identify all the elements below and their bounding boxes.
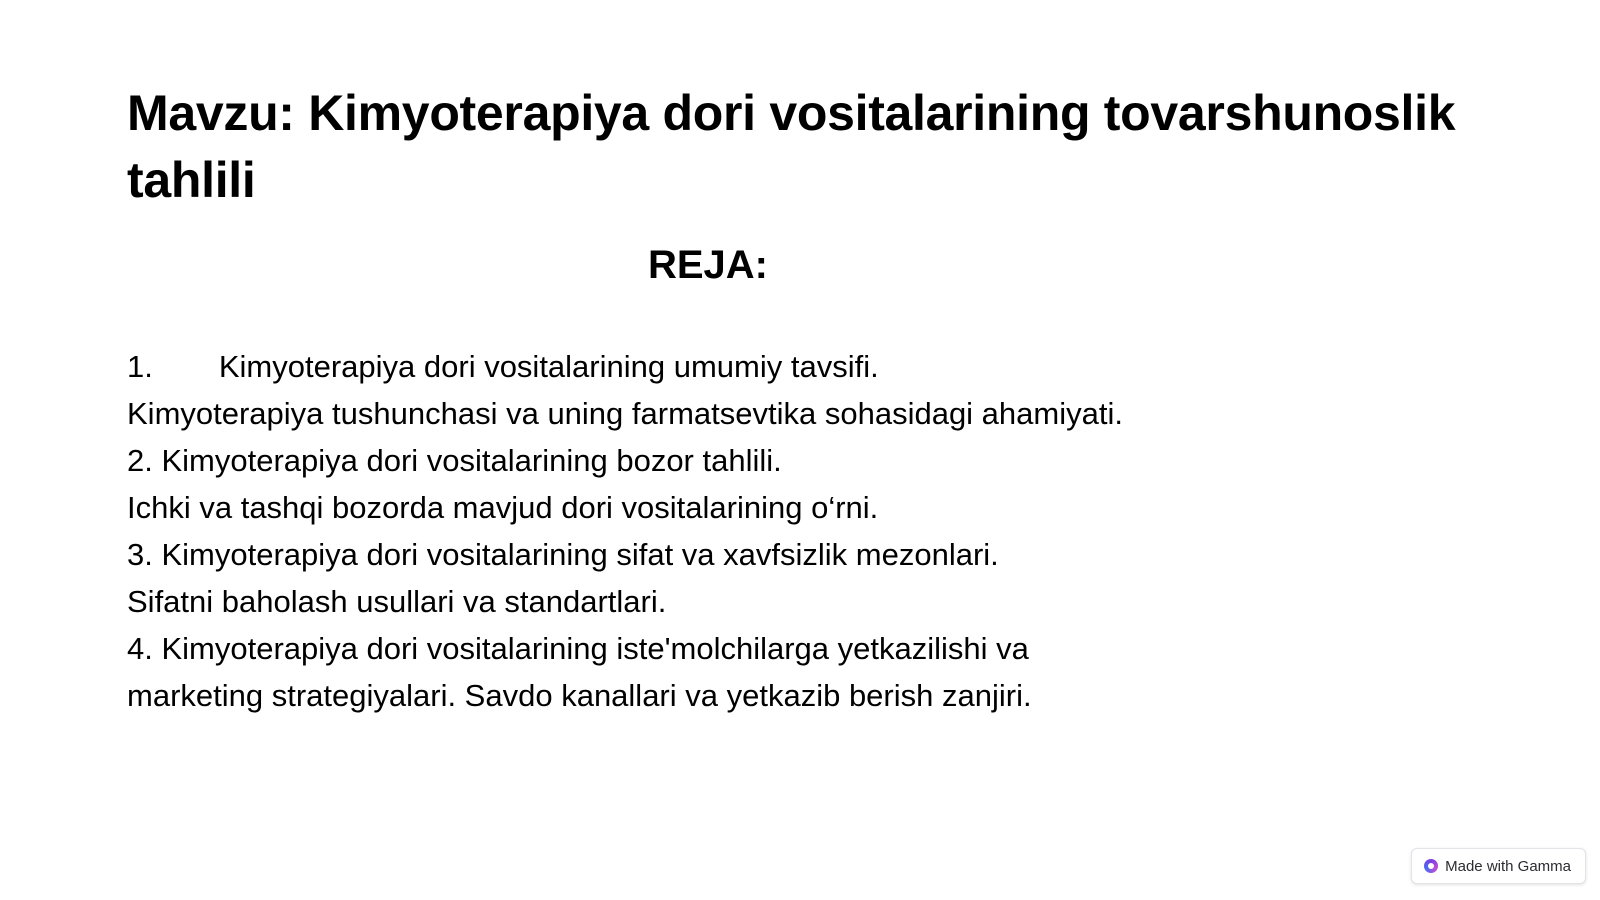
plan-heading: REJA: xyxy=(647,243,769,287)
gamma-logo-icon xyxy=(1424,859,1438,873)
plan-item-5: 3. Kimyoterapiya dori vositalarining sifat va xavfsizlik mezonlari. xyxy=(127,537,999,572)
plan-item-3: 2. Kimyoterapiya dori vositalarining bozor tahlili. xyxy=(127,443,782,478)
plan-item-4: Ichki va tashqi bozorda mavjud dori vositalarining o‘rni. xyxy=(127,490,879,525)
plan-list xyxy=(127,343,1427,719)
slide-title: Mavzu: Kimyoterapiya dori vositalarining tovarshunoslik tahlili xyxy=(127,85,1456,208)
plan-item-6: Sifatni baholash usullari va standartlari. xyxy=(127,584,667,619)
plan-item-1 xyxy=(127,343,1427,390)
made-with-gamma-badge[interactable] xyxy=(1411,848,1586,884)
plan-item-number: 1. xyxy=(127,349,153,384)
plan-item-text: Kimyoterapiya dori vositalarining umumiy tavsifi. xyxy=(218,349,879,384)
badge-label: Made with Gamma xyxy=(1445,857,1571,875)
plan-item-7: 4. Kimyoterapiya dori vositalarining iste'molchilarga yetkazilishi va marketing strategiyalari. Savdo kanallari va yetkazib berish zanjiri. xyxy=(127,631,1032,713)
plan-item-2: Kimyoterapiya tushunchasi va uning farmatsevtika sohasidagi ahamiyati. xyxy=(127,396,1123,431)
